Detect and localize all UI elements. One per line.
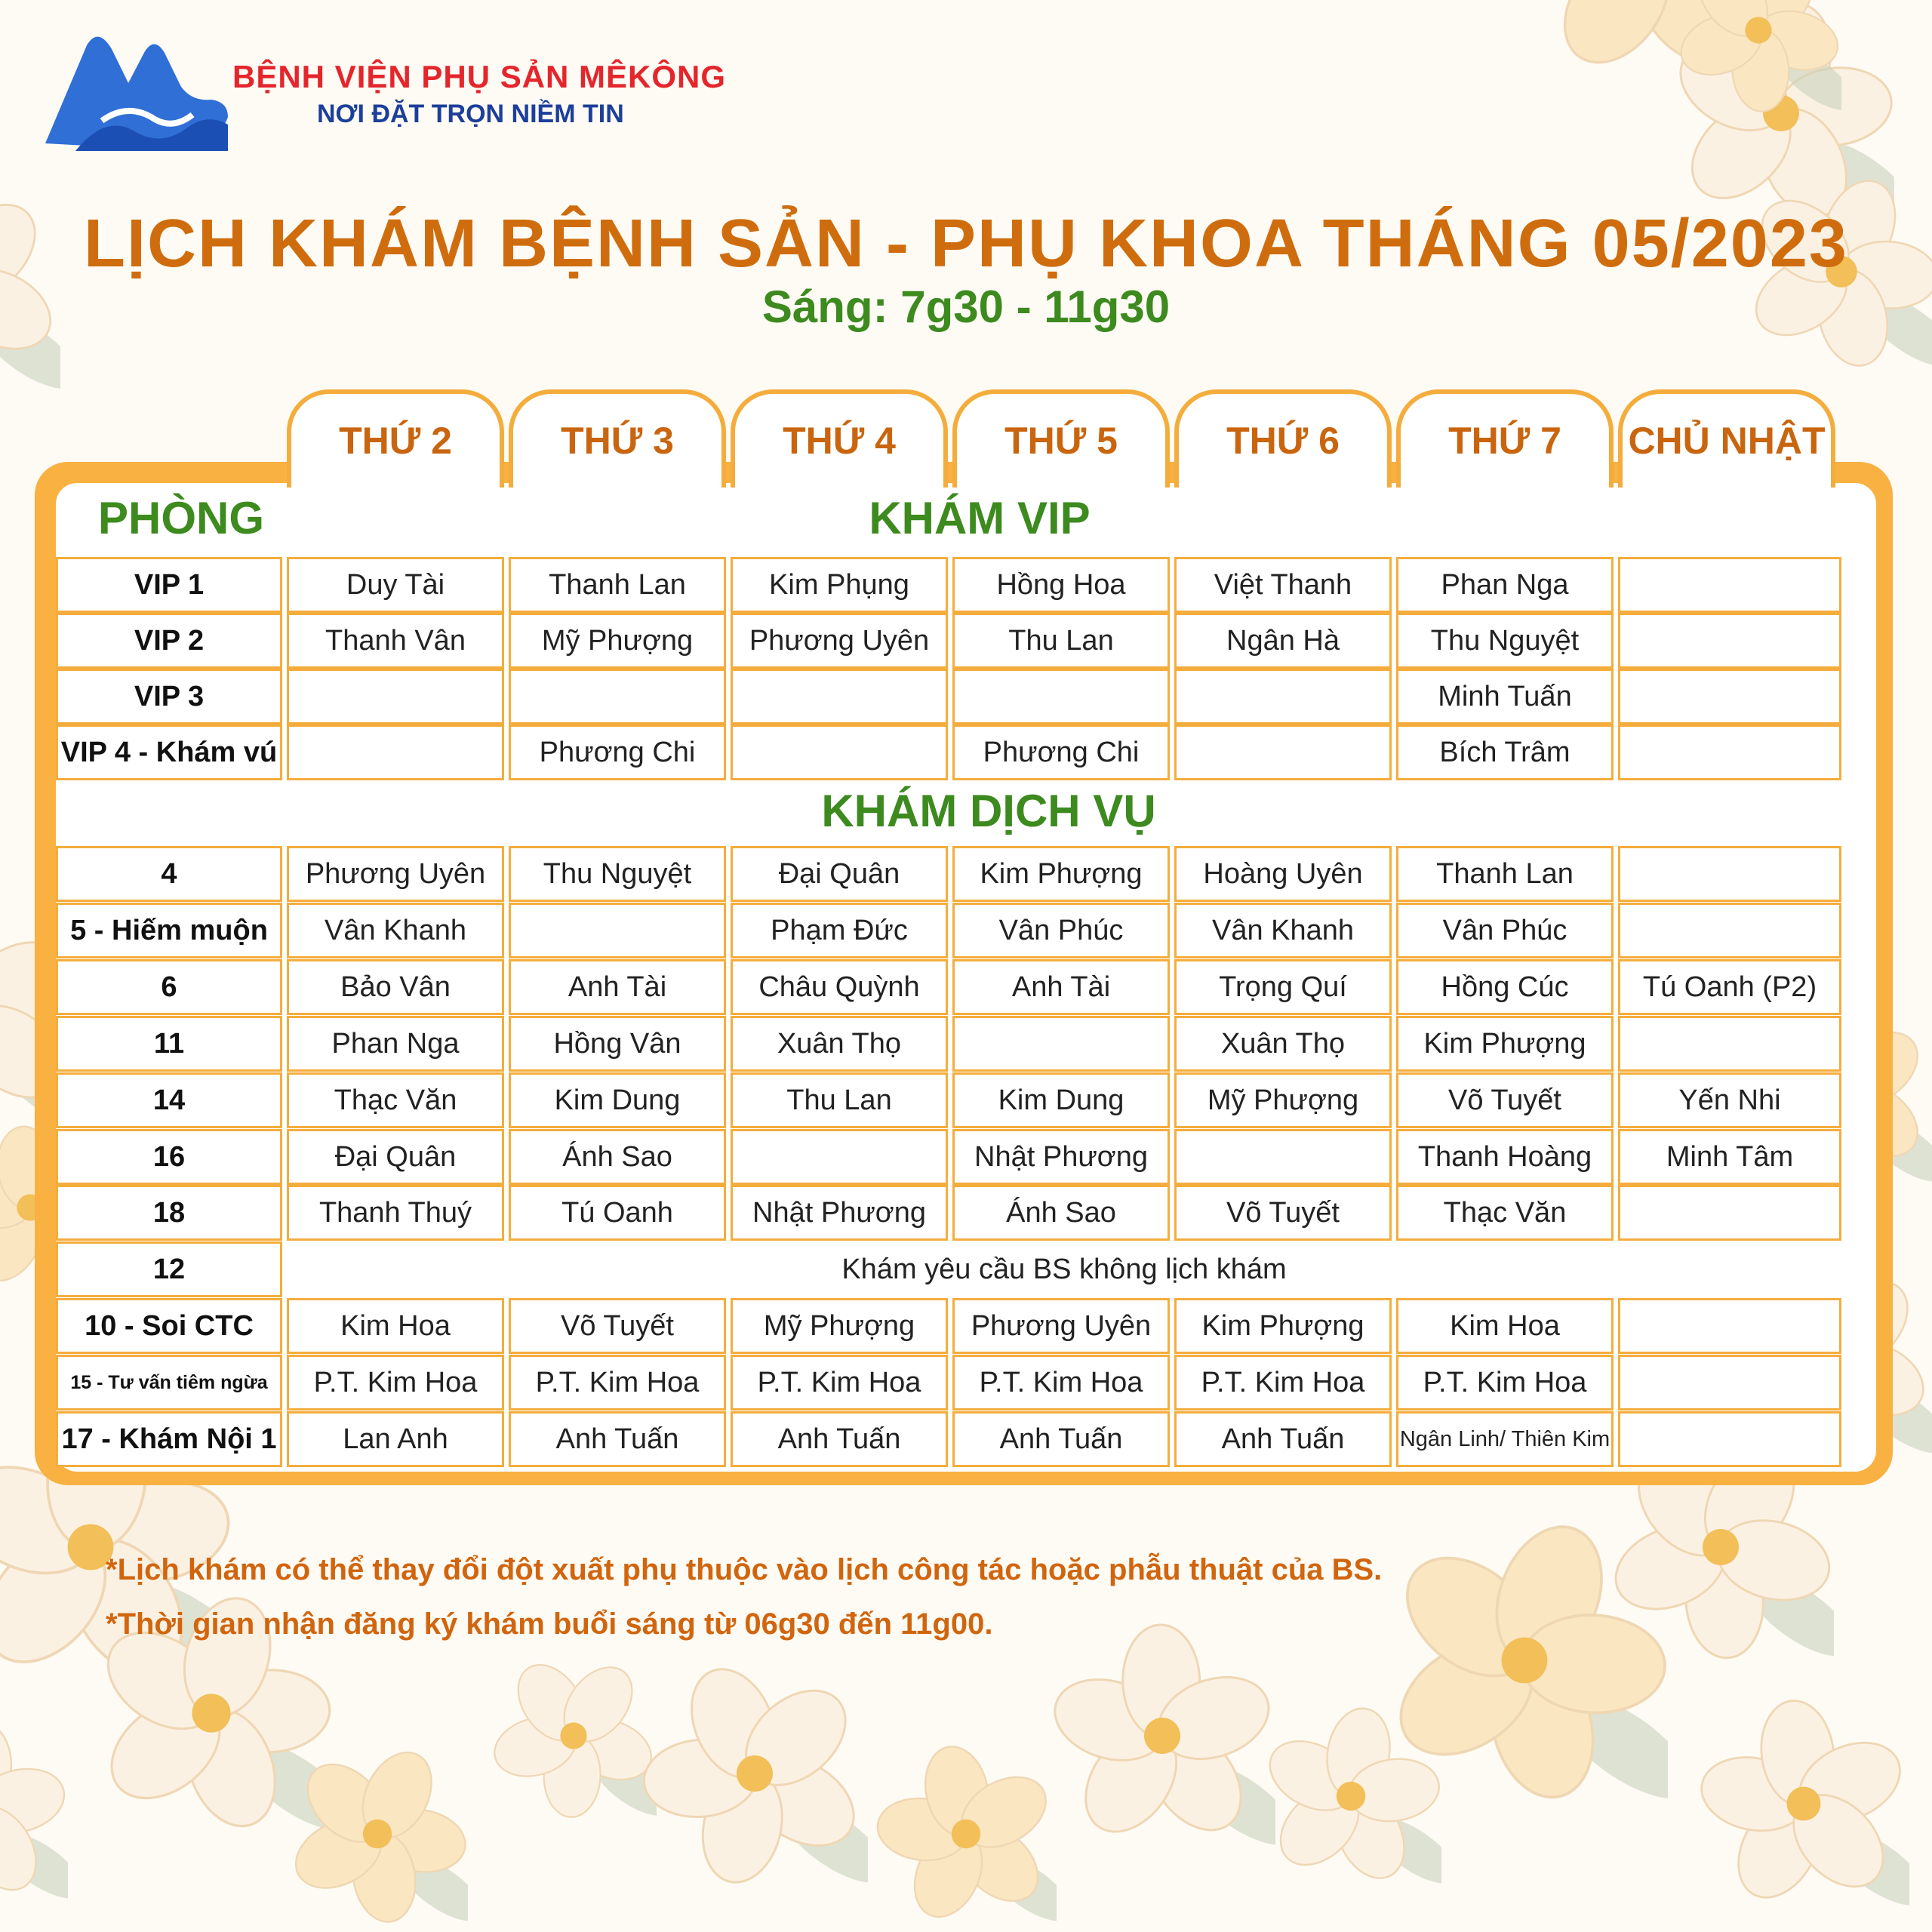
schedule-cell <box>952 1016 1170 1072</box>
schedule-cell <box>509 669 726 724</box>
schedule-cell: Xuân Thọ <box>731 1016 948 1072</box>
schedule-cell: Kim Phượng <box>1174 1298 1392 1354</box>
schedule-cell: Xuân Thọ <box>1174 1016 1392 1072</box>
day-tab-monday: THỨ 2 <box>287 389 504 488</box>
schedule-cell: Kim Phượng <box>1396 1016 1614 1072</box>
room-label: 17 - Khám Nội 1 <box>56 1411 282 1467</box>
room-label: VIP 1 <box>56 557 282 613</box>
schedule-cell <box>1174 669 1392 724</box>
day-tab-sunday: CHỦ NHẬT <box>1618 389 1835 488</box>
schedule-cell <box>731 1129 948 1185</box>
schedule-cell: Thu Lan <box>731 1072 948 1128</box>
schedule-cell: Anh Tuấn <box>952 1411 1170 1467</box>
schedule-note-2: *Thời gian nhận đăng ký khám buổi sáng từ 06g30 đến 11g00. <box>106 1607 993 1641</box>
schedule-cell: Phương Uyên <box>287 846 504 902</box>
page-title: LỊCH KHÁM BỆNH SẢN - PHỤ KHOA THÁNG 05/2023 <box>84 206 1848 281</box>
schedule-cell: Phương Chi <box>509 724 726 780</box>
schedule-cell: P.T. Kim Hoa <box>1396 1355 1614 1411</box>
cherry-blossom-icon <box>1675 0 1841 113</box>
room-column-header: PHÒNG <box>98 493 265 543</box>
schedule-cell: Kim Hoa <box>1396 1298 1614 1354</box>
schedule-cell: Kim Phụng <box>731 557 948 613</box>
schedule-cell <box>1174 724 1392 780</box>
schedule-cell <box>1618 1185 1841 1241</box>
schedule-cell: Thanh Hoàng <box>1396 1129 1614 1185</box>
room-label: 4 <box>56 846 282 902</box>
schedule-cell: Ngân Linh/ Thiên Kim <box>1396 1411 1614 1467</box>
schedule-cell <box>1618 613 1841 669</box>
room-label: 14 <box>56 1072 282 1128</box>
room-label: 11 <box>56 1016 282 1072</box>
hospital-slogan: NƠI ĐẶT TRỌN NIỀM TIN <box>317 100 624 128</box>
schedule-cell: Thanh Lan <box>1396 846 1614 902</box>
schedule-cell: Ngân Hà <box>1174 613 1392 669</box>
schedule-cell: Minh Tuấn <box>1396 669 1614 724</box>
schedule-cell: Vân Khanh <box>1174 903 1392 958</box>
cherry-blossom-icon <box>875 1743 1057 1924</box>
schedule-cell: Vân Phúc <box>1396 903 1614 958</box>
schedule-cell <box>1618 846 1841 902</box>
schedule-cell: Thạc Văn <box>1396 1185 1614 1241</box>
cherry-blossom-icon <box>641 1660 868 1887</box>
schedule-cell: Yến Nhi <box>1618 1072 1841 1128</box>
schedule-cell: Vân Phúc <box>952 903 1170 958</box>
room-label: 6 <box>56 959 282 1015</box>
schedule-cell: Hoàng Uyên <box>1174 846 1392 902</box>
schedule-cell: Bảo Vân <box>287 959 504 1015</box>
schedule-cell <box>287 669 504 724</box>
service-section-title: KHÁM DỊCH VỤ <box>821 786 1156 836</box>
schedule-cell: Đại Quân <box>731 846 948 902</box>
schedule-cell: Hồng Vân <box>509 1016 726 1072</box>
room-label: 16 <box>56 1129 282 1185</box>
schedule-cell <box>731 724 948 780</box>
schedule-cell: Ánh Sao <box>509 1129 726 1185</box>
schedule-cell: Thanh Lan <box>509 557 726 613</box>
room-label: 15 - Tư vấn tiêm ngừa <box>56 1355 282 1411</box>
schedule-cell: Trọng Quí <box>1174 959 1392 1015</box>
day-tab-saturday: THỨ 7 <box>1396 389 1614 488</box>
schedule-cell: Phạm Đức <box>731 903 948 958</box>
schedule-cell: Anh Tuấn <box>1174 1411 1392 1467</box>
schedule-cell: Hồng Cúc <box>1396 959 1614 1015</box>
schedule-cell: Phương Uyên <box>731 613 948 669</box>
schedule-cell: Minh Tâm <box>1618 1129 1841 1185</box>
schedule-cell: Bích Trâm <box>1396 724 1614 780</box>
vip-section-title: KHÁM VIP <box>869 493 1091 543</box>
schedule-cell: Thu Lan <box>952 613 1170 669</box>
merged-note: Khám yêu cầu BS không lịch khám <box>287 1241 1841 1297</box>
schedule-cell <box>1618 1411 1841 1467</box>
schedule-cell: Ánh Sao <box>952 1185 1170 1241</box>
schedule-cell: Thanh Thuý <box>287 1185 504 1241</box>
schedule-cell: Võ Tuyết <box>509 1298 726 1354</box>
schedule-cell: Mỹ Phượng <box>1174 1072 1392 1128</box>
day-tab-tuesday: THỨ 3 <box>509 389 726 488</box>
room-label: 10 - Soi CTC <box>56 1298 282 1354</box>
schedule-cell: Anh Tài <box>952 959 1170 1015</box>
schedule-cell: Nhật Phương <box>731 1185 948 1241</box>
schedule-cell <box>509 903 726 958</box>
schedule-cell <box>952 669 1170 724</box>
cherry-blossom-icon <box>0 1721 68 1902</box>
schedule-cell: P.T. Kim Hoa <box>952 1355 1170 1411</box>
schedule-cell: Tú Oanh <box>509 1185 726 1241</box>
page-subtitle: Sáng: 7g30 - 11g30 <box>761 281 1171 332</box>
room-label: 12 <box>56 1241 282 1297</box>
schedule-cell: Kim Phượng <box>952 846 1170 902</box>
schedule-cell: Kim Hoa <box>287 1298 504 1354</box>
schedule-cell: Anh Tuấn <box>731 1411 948 1467</box>
room-label: VIP 4 - Khám vú <box>56 724 282 780</box>
schedule-cell <box>731 669 948 724</box>
schedule-cell: Thạc Văn <box>287 1072 504 1128</box>
schedule-cell <box>1618 1355 1841 1411</box>
schedule-cell: Châu Quỳnh <box>731 959 948 1015</box>
schedule-cell: Thu Nguyệt <box>509 846 726 902</box>
cherry-blossom-icon <box>1698 1698 1909 1909</box>
room-label: 5 - Hiếm muộn <box>56 903 282 958</box>
schedule-cell: Kim Dung <box>952 1072 1170 1128</box>
schedule-cell: Vân Khanh <box>287 903 504 958</box>
schedule-cell: Duy Tài <box>287 557 504 613</box>
day-tab-wednesday: THỨ 4 <box>731 389 948 488</box>
cherry-blossom-icon <box>491 1653 657 1819</box>
schedule-cell: Thanh Vân <box>287 613 504 669</box>
schedule-note-1: *Lịch khám có thể thay đổi đột xuất phụ thuộc vào lịch công tác hoặc phẫu thuật của BS. <box>106 1553 1383 1586</box>
schedule-cell <box>1618 669 1841 724</box>
schedule-cell: Tú Oanh (P2) <box>1618 959 1841 1015</box>
schedule-cell: Mỹ Phượng <box>731 1298 948 1354</box>
schedule-cell: Việt Thanh <box>1174 557 1392 613</box>
cherry-blossom-icon <box>287 1743 468 1924</box>
day-tab-friday: THỨ 6 <box>1174 389 1392 488</box>
schedule-cell: Nhật Phương <box>952 1129 1170 1185</box>
day-tab-thursday: THỨ 5 <box>952 389 1170 488</box>
schedule-cell: Phan Nga <box>287 1016 504 1072</box>
schedule-cell: Phương Chi <box>952 724 1170 780</box>
schedule-cell <box>1618 1016 1841 1072</box>
room-label: VIP 2 <box>56 613 282 669</box>
room-label: VIP 3 <box>56 669 282 724</box>
schedule-cell: P.T. Kim Hoa <box>731 1355 948 1411</box>
schedule-cell: Thu Nguyệt <box>1396 613 1614 669</box>
schedule-cell: Hồng Hoa <box>952 557 1170 613</box>
schedule-cell <box>1618 1298 1841 1354</box>
schedule-cell: Lan Anh <box>287 1411 504 1467</box>
schedule-cell: Đại Quân <box>287 1129 504 1185</box>
schedule-cell <box>1174 1129 1392 1185</box>
schedule-cell: P.T. Kim Hoa <box>509 1355 726 1411</box>
cherry-blossom-icon <box>1049 1623 1275 1849</box>
schedule-cell: Phương Uyên <box>952 1298 1170 1354</box>
schedule-cell: Anh Tuấn <box>509 1411 726 1467</box>
schedule-cell: P.T. Kim Hoa <box>1174 1355 1392 1411</box>
schedule-cell: P.T. Kim Hoa <box>287 1355 504 1411</box>
hospital-logo <box>30 30 234 162</box>
schedule-cell: Anh Tài <box>509 959 726 1015</box>
schedule-cell: Mỹ Phượng <box>509 613 726 669</box>
room-label: 18 <box>56 1185 282 1241</box>
schedule-cell: Võ Tuyết <box>1174 1185 1392 1241</box>
schedule-cell <box>287 724 504 780</box>
schedule-cell <box>1618 724 1841 780</box>
schedule-cell <box>1618 557 1841 613</box>
schedule-cell: Phan Nga <box>1396 557 1614 613</box>
hospital-name: BỆNH VIỆN PHỤ SẢN MÊKÔNG <box>232 59 727 94</box>
schedule-cell: Võ Tuyết <box>1396 1072 1614 1128</box>
schedule-cell: Kim Dung <box>509 1072 726 1128</box>
schedule-cell <box>1618 903 1841 958</box>
